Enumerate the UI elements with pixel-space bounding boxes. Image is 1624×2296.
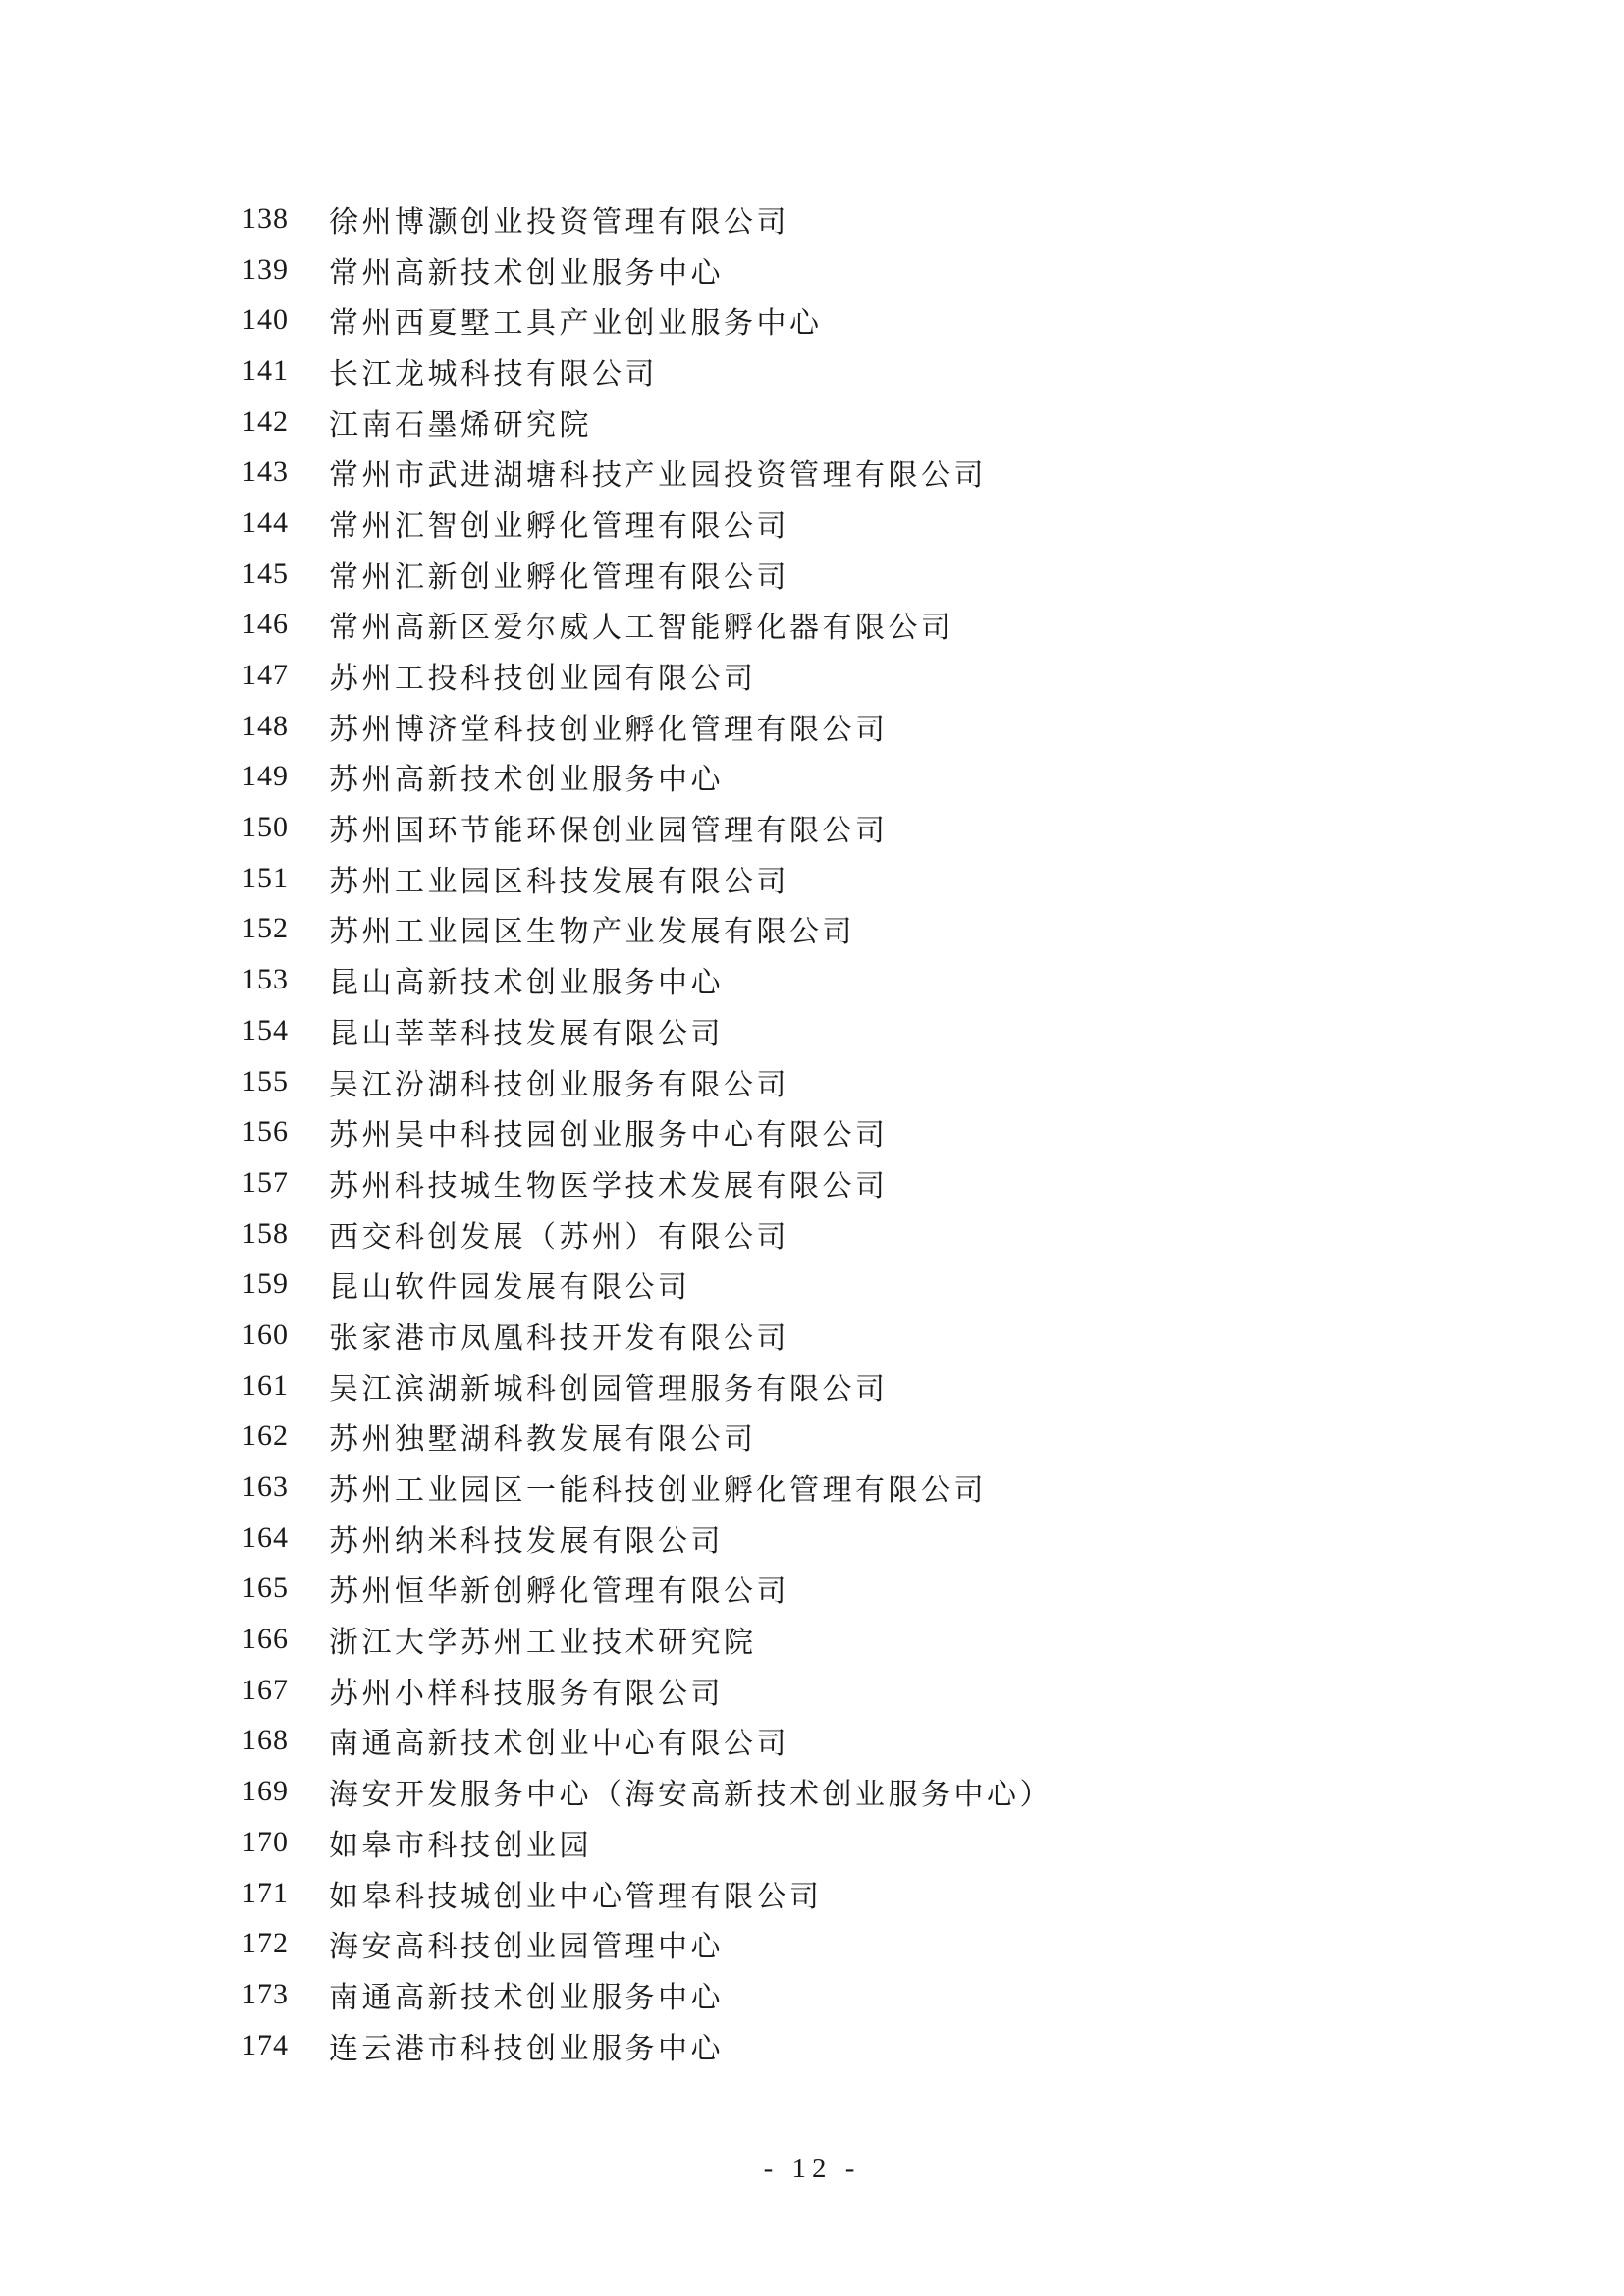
item-name: 南通高新技术创业中心有限公司	[329, 1728, 789, 1761]
item-number: 162	[242, 1419, 289, 1453]
item-number: 161	[242, 1368, 289, 1402]
list-item	[0, 1106, 1624, 1157]
item-number: 144	[242, 506, 289, 539]
item-name: 常州西夏墅工具产业创业服务中心	[329, 307, 823, 341]
item-number: 156	[242, 1115, 289, 1148]
list-item	[0, 1614, 1624, 1665]
list-item	[0, 802, 1624, 853]
list-item	[0, 1918, 1624, 1969]
item-number: 168	[242, 1724, 289, 1757]
item-name: 苏州国环节能环保创业园管理有限公司	[329, 815, 889, 848]
list-item	[0, 1564, 1624, 1615]
item-number: 174	[242, 2028, 289, 2061]
list-item	[0, 954, 1624, 1005]
list-item	[0, 2020, 1624, 2071]
list-item	[0, 346, 1624, 397]
item-number: 170	[242, 1825, 289, 1858]
item-number: 165	[242, 1572, 289, 1605]
item-name: 苏州吴中科技园创业服务中心有限公司	[329, 1119, 889, 1152]
item-name: 常州高新技术创业服务中心	[329, 256, 724, 290]
item-name: 南通高新技术创业服务中心	[329, 1981, 724, 2014]
item-name: 苏州工投科技创业园有限公司	[329, 663, 757, 696]
list-item	[0, 1412, 1624, 1463]
item-number: 150	[242, 811, 289, 844]
item-number: 155	[242, 1064, 289, 1097]
list-item	[0, 1056, 1624, 1107]
item-number: 169	[242, 1775, 289, 1808]
list-item	[0, 1513, 1624, 1564]
list-item	[0, 1208, 1624, 1259]
item-name: 昆山软件园发展有限公司	[329, 1271, 691, 1305]
item-number: 153	[242, 963, 289, 996]
list-item	[0, 1157, 1624, 1208]
list-item	[0, 244, 1624, 295]
item-name: 常州汇智创业孵化管理有限公司	[329, 509, 789, 543]
item-name: 昆山莘莘科技发展有限公司	[329, 1017, 724, 1050]
item-name: 昆山高新技术创业服务中心	[329, 967, 724, 1000]
item-number: 163	[242, 1470, 289, 1504]
item-name: 常州市武进湖塘科技产业园投资管理有限公司	[329, 459, 987, 493]
item-name: 海安高科技创业园管理中心	[329, 1931, 724, 1964]
item-number: 141	[242, 353, 289, 387]
company-list	[0, 193, 1624, 2070]
item-number: 147	[242, 659, 289, 692]
item-name: 苏州高新技术创业服务中心	[329, 764, 724, 797]
list-item	[0, 1817, 1624, 1868]
list-item	[0, 1665, 1624, 1716]
item-number: 152	[242, 912, 289, 945]
item-name: 如皋市科技创业园	[329, 1829, 592, 1862]
list-item	[0, 1309, 1624, 1361]
list-item	[0, 498, 1624, 549]
item-number: 139	[242, 252, 289, 286]
item-number: 146	[242, 608, 289, 641]
item-number: 151	[242, 861, 289, 894]
item-number: 143	[242, 455, 289, 489]
item-name: 常州汇新创业孵化管理有限公司	[329, 561, 789, 594]
list-item	[0, 1766, 1624, 1817]
list-item	[0, 1258, 1624, 1309]
item-number: 154	[242, 1013, 289, 1046]
item-name: 苏州博济堂科技创业孵化管理有限公司	[329, 713, 889, 746]
list-item	[0, 1462, 1624, 1513]
list-item	[0, 294, 1624, 346]
item-name: 江南石墨烯研究院	[329, 408, 592, 442]
list-item	[0, 650, 1624, 701]
item-name: 苏州恒华新创孵化管理有限公司	[329, 1575, 789, 1609]
list-item	[0, 1005, 1624, 1056]
item-name: 苏州独墅湖科教发展有限公司	[329, 1423, 757, 1457]
item-name: 苏州纳米科技发展有限公司	[329, 1524, 724, 1558]
list-item	[0, 1868, 1624, 1919]
list-item	[0, 701, 1624, 752]
item-number: 167	[242, 1673, 289, 1706]
item-number: 164	[242, 1521, 289, 1554]
item-name: 连云港市科技创业服务中心	[329, 2032, 724, 2065]
item-name: 苏州科技城生物医学技术发展有限公司	[329, 1169, 889, 1202]
item-number: 159	[242, 1267, 289, 1301]
list-item	[0, 752, 1624, 803]
list-item	[0, 1969, 1624, 2020]
list-item	[0, 549, 1624, 600]
item-name: 苏州小样科技服务有限公司	[329, 1677, 724, 1710]
item-number: 160	[242, 1317, 289, 1351]
page-number: - 12 -	[763, 2153, 861, 2184]
list-item	[0, 447, 1624, 498]
item-name: 如皋科技城创业中心管理有限公司	[329, 1880, 823, 1913]
item-name: 西交科创发展（苏州）有限公司	[329, 1220, 789, 1254]
item-number: 166	[242, 1623, 289, 1656]
list-item	[0, 1361, 1624, 1412]
item-number: 171	[242, 1876, 289, 1909]
item-number: 145	[242, 557, 289, 590]
list-item	[0, 853, 1624, 904]
item-name: 张家港市凤凰科技开发有限公司	[329, 1321, 789, 1355]
list-item	[0, 1716, 1624, 1767]
item-number: 142	[242, 404, 289, 438]
item-name: 海安开发服务中心（海安高新技术创业服务中心）	[329, 1779, 1053, 1812]
item-name: 徐州博灏创业投资管理有限公司	[329, 205, 789, 239]
item-number: 158	[242, 1216, 289, 1250]
item-number: 140	[242, 303, 289, 337]
item-number: 138	[242, 201, 289, 235]
item-name: 常州高新区爱尔威人工智能孵化器有限公司	[329, 612, 954, 645]
item-number: 173	[242, 1977, 289, 2010]
item-name: 长江龙城科技有限公司	[329, 357, 658, 391]
list-item	[0, 397, 1624, 448]
item-name: 吴江汾湖科技创业服务有限公司	[329, 1068, 789, 1101]
item-name: 苏州工业园区一能科技创业孵化管理有限公司	[329, 1474, 987, 1508]
item-number: 148	[242, 709, 289, 742]
item-name: 吴江滨湖新城科创园管理服务有限公司	[329, 1372, 889, 1406]
list-item	[0, 600, 1624, 651]
item-name: 苏州工业园区科技发展有限公司	[329, 865, 789, 898]
item-name: 苏州工业园区生物产业发展有限公司	[329, 916, 855, 949]
list-item	[0, 904, 1624, 955]
item-name: 浙江大学苏州工业技术研究院	[329, 1627, 757, 1660]
item-number: 149	[242, 760, 289, 793]
item-number: 157	[242, 1165, 289, 1199]
list-item	[0, 193, 1624, 244]
item-number: 172	[242, 1927, 289, 1960]
